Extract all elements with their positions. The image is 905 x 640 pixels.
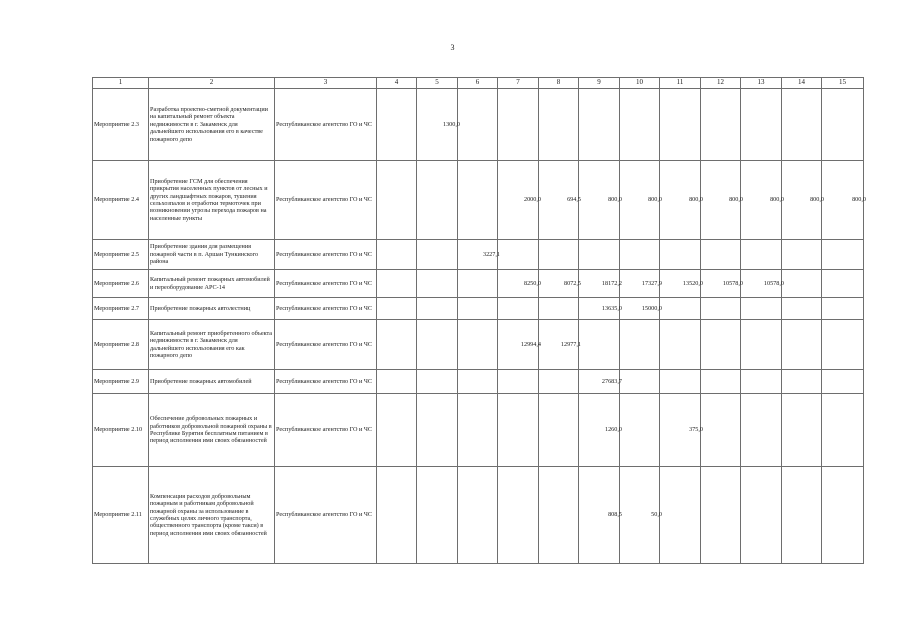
funding-cell [741, 270, 782, 298]
funding-cell [660, 320, 701, 370]
table-row [93, 270, 864, 298]
funding-cell [701, 298, 741, 320]
funding-cell [579, 240, 620, 270]
funding-value: 8250,0 [523, 279, 541, 287]
funding-cell [782, 394, 822, 467]
table-row [93, 467, 864, 564]
funding-cell [539, 467, 579, 564]
funding-cell [822, 298, 864, 320]
funding-cell [701, 240, 741, 270]
column-header: 2 [149, 78, 275, 89]
funding-value: 10578,0 [722, 279, 743, 287]
funding-cell [539, 161, 579, 240]
activity-number: Мероприятие 2.9 [93, 370, 149, 394]
funding-cell [741, 240, 782, 270]
funding-cell [660, 394, 701, 467]
funding-value: 15000,0 [641, 304, 662, 312]
funding-cell [620, 298, 660, 320]
funding-value: 800,0 [770, 196, 784, 204]
activity-description: Приобретение пожарных автолестниц [149, 298, 275, 320]
funding-cell [741, 394, 782, 467]
funding-value: 1300,0 [442, 120, 460, 128]
funding-value: 12994,4 [520, 340, 541, 348]
funding-cell [701, 89, 741, 161]
funding-value: 800,0 [810, 196, 824, 204]
responsible-agency: Республиканское агентство ГО и ЧС [275, 89, 377, 161]
column-header: 7 [498, 78, 539, 89]
funding-cell [579, 370, 620, 394]
activity-description: Разработка проектно-сметной документации на капитальный ремонт объекта недвижимости в г. Закаменск для дальнейшего использования его в качестве пожарного депо [149, 89, 275, 161]
funding-value: 800,0 [729, 196, 743, 204]
funding-cell [741, 370, 782, 394]
funding-cell [701, 467, 741, 564]
funding-cell [660, 370, 701, 394]
activity-description: Капитальный ремонт приобретенного объекта недвижимости в г. Закаменск для дальнейшего использования его как пожарного депо [149, 320, 275, 370]
funding-cell [377, 467, 417, 564]
responsible-agency: Республиканское агентство ГО и ЧС [275, 240, 377, 270]
funding-cell [620, 161, 660, 240]
funding-cell [620, 320, 660, 370]
funding-cell [417, 320, 458, 370]
funding-cell [579, 467, 620, 564]
funding-cell [701, 161, 741, 240]
column-header: 5 [417, 78, 458, 89]
funding-value: 12977,1 [560, 340, 581, 348]
funding-cell [417, 89, 458, 161]
column-header: 3 [275, 78, 377, 89]
funding-value: 694,5 [567, 196, 581, 204]
activity-description: Приобретение пожарных автомобилей [149, 370, 275, 394]
funding-cell [741, 89, 782, 161]
funding-cell [498, 89, 539, 161]
funding-cell [377, 370, 417, 394]
column-header: 13 [741, 78, 782, 89]
responsible-agency: Республиканское агентство ГО и ЧС [275, 467, 377, 564]
funding-cell [741, 467, 782, 564]
funding-cell [377, 320, 417, 370]
funding-cell [822, 161, 864, 240]
funding-cell [660, 467, 701, 564]
funding-cell [498, 467, 539, 564]
funding-cell [458, 298, 498, 320]
funding-cell [579, 270, 620, 298]
funding-cell [498, 298, 539, 320]
activity-description: Компенсация расходов добровольным пожарным и работникам добровольной пожарной охраны за использование в служебных целях личного транспорта, общественного транспорта (кроме такси) в период исполнения ими своих обязанностей [149, 467, 275, 564]
funding-cell [458, 240, 498, 270]
funding-value: 27683,7 [601, 377, 622, 385]
funding-cell [701, 270, 741, 298]
funding-cell [417, 161, 458, 240]
column-header: 4 [377, 78, 417, 89]
activity-number: Мероприятие 2.10 [93, 394, 149, 467]
funding-value: 375,0 [689, 426, 703, 434]
funding-cell [498, 370, 539, 394]
column-header: 8 [539, 78, 579, 89]
funding-value: 3227,1 [482, 250, 500, 258]
funding-value: 2000,0 [523, 196, 541, 204]
funding-cell [701, 394, 741, 467]
funding-cell [458, 394, 498, 467]
funding-cell [822, 467, 864, 564]
table-row [93, 298, 864, 320]
funding-value: 800,0 [852, 196, 866, 204]
column-header: 10 [620, 78, 660, 89]
funding-cell [822, 89, 864, 161]
funding-value: 800,0 [608, 196, 622, 204]
funding-cell [539, 270, 579, 298]
funding-value: 13520,0 [682, 279, 703, 287]
activity-number: Мероприятие 2.7 [93, 298, 149, 320]
program-activities-table [92, 77, 864, 564]
funding-cell [539, 240, 579, 270]
table-row [93, 320, 864, 370]
funding-cell [822, 270, 864, 298]
column-header: 14 [782, 78, 822, 89]
funding-cell [417, 394, 458, 467]
funding-cell [377, 240, 417, 270]
activity-description: Приобретение здания для размещения пожарной части в п. Аршан Тункинского района [149, 240, 275, 270]
header-row [93, 78, 864, 89]
funding-cell [539, 320, 579, 370]
funding-cell [458, 467, 498, 564]
responsible-agency: Республиканское агентство ГО и ЧС [275, 270, 377, 298]
funding-cell [417, 370, 458, 394]
funding-cell [620, 370, 660, 394]
responsible-agency: Республиканское агентство ГО и ЧС [275, 320, 377, 370]
funding-cell [579, 320, 620, 370]
funding-cell [579, 394, 620, 467]
funding-cell [741, 161, 782, 240]
activity-number: Мероприятие 2.4 [93, 161, 149, 240]
funding-cell [498, 240, 539, 270]
column-header: 12 [701, 78, 741, 89]
funding-cell [377, 270, 417, 298]
funding-value: 50,0 [651, 511, 662, 519]
activity-number: Мероприятие 2.3 [93, 89, 149, 161]
funding-cell [620, 89, 660, 161]
funding-cell [458, 89, 498, 161]
funding-cell [782, 298, 822, 320]
funding-cell [822, 394, 864, 467]
funding-cell [822, 320, 864, 370]
funding-cell [741, 298, 782, 320]
funding-cell [417, 270, 458, 298]
funding-cell [417, 240, 458, 270]
funding-cell [377, 161, 417, 240]
funding-value: 1260,0 [604, 426, 622, 434]
funding-cell [377, 298, 417, 320]
table-row [93, 394, 864, 467]
table-row [93, 89, 864, 161]
table-row [93, 370, 864, 394]
funding-cell [701, 320, 741, 370]
funding-cell [660, 298, 701, 320]
funding-cell [579, 89, 620, 161]
funding-value: 8072,5 [563, 279, 581, 287]
column-header: 1 [93, 78, 149, 89]
funding-cell [620, 240, 660, 270]
responsible-agency: Республиканское агентство ГО и ЧС [275, 370, 377, 394]
activity-number: Мероприятие 2.6 [93, 270, 149, 298]
funding-cell [782, 467, 822, 564]
funding-cell [417, 467, 458, 564]
funding-cell [782, 370, 822, 394]
funding-value: 800,0 [648, 196, 662, 204]
funding-cell [539, 89, 579, 161]
table-row [93, 161, 864, 240]
funding-cell [620, 270, 660, 298]
funding-cell [498, 320, 539, 370]
funding-cell [782, 161, 822, 240]
funding-cell [377, 89, 417, 161]
funding-cell [782, 89, 822, 161]
funding-cell [498, 394, 539, 467]
responsible-agency: Республиканское агентство ГО и ЧС [275, 394, 377, 467]
responsible-agency: Республиканское агентство ГО и ЧС [275, 298, 377, 320]
funding-cell [458, 320, 498, 370]
funding-cell [539, 298, 579, 320]
funding-cell [458, 270, 498, 298]
funding-value: 18172,2 [601, 279, 622, 287]
funding-cell [741, 320, 782, 370]
activity-description: Капитальный ремонт пожарных автомобилей и переоборудование АРС-14 [149, 270, 275, 298]
funding-cell [822, 370, 864, 394]
table-row [93, 240, 864, 270]
funding-cell [620, 467, 660, 564]
activity-number: Мероприятие 2.8 [93, 320, 149, 370]
funding-cell [498, 270, 539, 298]
funding-cell [377, 394, 417, 467]
funding-cell [822, 240, 864, 270]
funding-cell [660, 240, 701, 270]
activity-description: Обеспечение добровольных пожарных и работников добровольной пожарной охраны в Республике Бурятия бесплатным питанием в период исполнения ими своих обязанностей [149, 394, 275, 467]
funding-value: 808,5 [608, 511, 622, 519]
funding-value: 10578,0 [763, 279, 784, 287]
column-header: 9 [579, 78, 620, 89]
funding-cell [620, 394, 660, 467]
funding-cell [498, 161, 539, 240]
funding-cell [782, 320, 822, 370]
funding-cell [458, 370, 498, 394]
funding-value: 17327,9 [641, 279, 662, 287]
funding-cell [660, 161, 701, 240]
funding-cell [701, 370, 741, 394]
activity-number: Мероприятие 2.5 [93, 240, 149, 270]
column-header: 11 [660, 78, 701, 89]
funding-value: 13635,0 [601, 304, 622, 312]
activity-number: Мероприятие 2.11 [93, 467, 149, 564]
funding-cell [782, 270, 822, 298]
funding-value: 800,0 [689, 196, 703, 204]
column-header: 6 [458, 78, 498, 89]
funding-cell [579, 298, 620, 320]
funding-cell [539, 370, 579, 394]
funding-cell [539, 394, 579, 467]
page-number: 3 [450, 43, 455, 52]
funding-cell [579, 161, 620, 240]
responsible-agency: Республиканское агентство ГО и ЧС [275, 161, 377, 240]
funding-cell [660, 270, 701, 298]
funding-cell [660, 89, 701, 161]
column-header: 15 [822, 78, 864, 89]
funding-cell [458, 161, 498, 240]
funding-cell [417, 298, 458, 320]
funding-cell [782, 240, 822, 270]
activity-description: Приобретение ГСМ для обеспечения прикрытия населенных пунктов от лесных и других ландшафтных пожаров, тушения сельхозпалов и отработки термоточек при возникновении угрозы перехода пожаров на населенные пункты [149, 161, 275, 240]
